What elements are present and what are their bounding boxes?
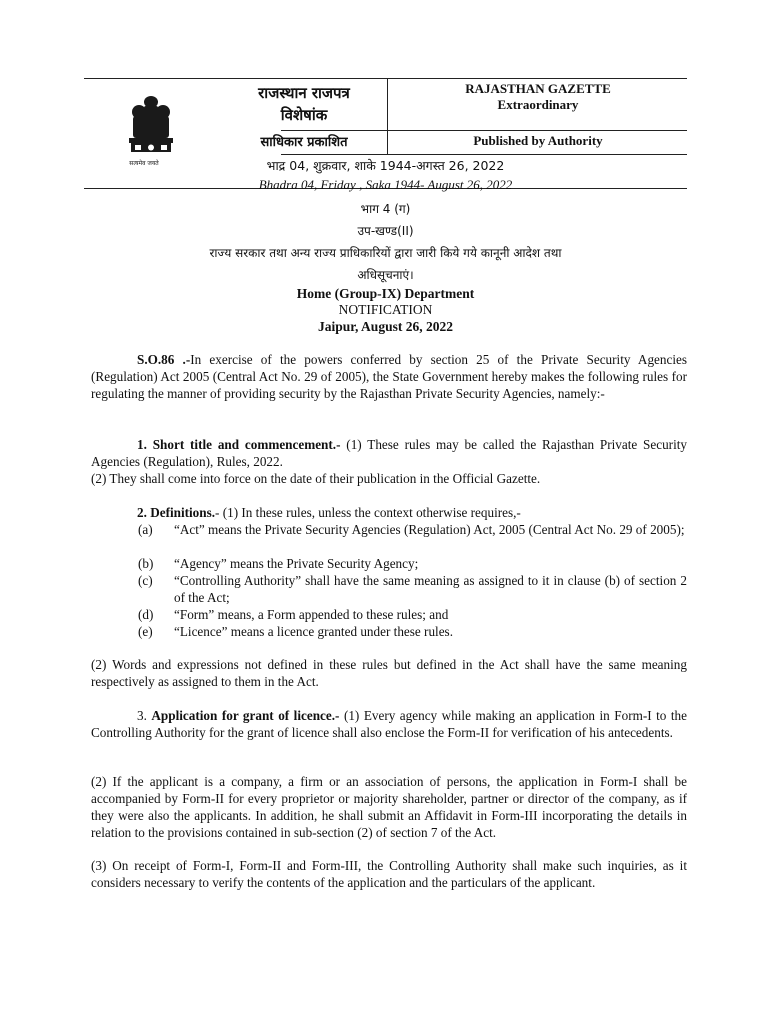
definition-label: (a)	[138, 522, 153, 537]
header-mid-rule	[387, 130, 687, 131]
rule1-paragraph	[91, 436, 687, 470]
definition-item	[91, 555, 687, 572]
definition-text: “Act” means the Private Security Agencies (Regulation) Act, 2005 (Central Act No. 29 of 2005);	[174, 522, 685, 537]
section-description-line2: अधिसूचनाएं।	[357, 268, 414, 282]
definition-label: (c)	[138, 573, 153, 588]
rule3-sub3: (3) On receipt of Form-I, Form-II and Form-III, the Controlling Authority shall make such inquiries, as it considers necessary to verify the contents of the application and the particulars of the applicant.	[91, 858, 687, 890]
definition-label: (b)	[138, 556, 154, 571]
definition-item	[91, 521, 687, 555]
rule2-heading: 2. Definitions.	[137, 505, 216, 520]
definition-text: “Agency” means the Private Security Agency;	[174, 556, 419, 571]
so-label: S.O.86 .-	[137, 352, 191, 367]
definition-label: (d)	[138, 607, 154, 622]
header-divider	[387, 78, 388, 154]
part-label: भाग 4 (ग)	[360, 202, 411, 216]
rule1-text: (1) These rules may be called the Rajasthan Private Security Agencies (Regulation), Rules, 2022.	[91, 437, 687, 469]
rule1-sub2: (2) They shall come into force on the date of their publication in the Official Gazette.	[91, 471, 541, 486]
so-text: In exercise of the powers conferred by section 25 of the Private Security Agencies (Regulation) Act 2005 (Central Act No. 29 of 2005), the State Government hereby makes the following rules for regulating the manner of providing security by the Rajasthan Private Security Agencies, namely:-	[91, 352, 687, 401]
place-date: Jaipur, August 26, 2022	[318, 319, 453, 334]
rule2-sub2: (2) Words and expressions not defined in these rules but defined in the Act shall have the same meaning respectively as assigned to them in the Act.	[91, 657, 687, 689]
hindi-title-line1: राजस्थान राजपत्र	[258, 84, 350, 102]
rule3-sub2: (2) If the applicant is a company, a firm or an association of persons, the application in Form-I shall be accompanied by Form-II for every proprietor or majority shareholder, partner or director of the company, as if they were also the applicants. In addition, he shall submit an Affidavit in Form-III incorporating the details in relation to the provisions contained in sub-section (2) of section 7 of the Act.	[91, 774, 687, 840]
definition-item	[91, 623, 687, 640]
emblem-caption: सत्यमेव जयते	[129, 160, 159, 167]
rule2-text: - (1) In these rules, unless the context otherwise requires,-	[215, 505, 521, 520]
english-gazette-title	[389, 81, 687, 113]
hindi-title-line2: विशेषांक	[280, 106, 328, 124]
english-title-line: RAJASTHAN GAZETTE	[465, 81, 611, 96]
definition-text: “Form” means, a Form appended to these rules; and	[174, 607, 449, 622]
definition-label: (e)	[138, 624, 153, 639]
rule3-paragraph	[91, 707, 687, 741]
rule3-number: 3.	[137, 708, 152, 723]
definition-text: “Licence” means a licence granted under these rules.	[174, 624, 453, 639]
english-subtitle-line: Extraordinary	[497, 97, 579, 112]
hindi-published-label: साधिकार प्रकाशित	[260, 135, 348, 150]
date-hindi: भाद्र 04, शुक्रवार, शाके 1944-अगस्त 26, 2022	[266, 158, 505, 173]
so-paragraph	[91, 351, 687, 402]
notification-heading: NOTIFICATION	[338, 302, 433, 317]
section-description-line1: राज्य सरकार तथा अन्य राज्य प्राधिकारियों द्वारा जारी किये गये कानूनी आदेश तथा	[209, 246, 562, 260]
department-heading: Home (Group-IX) Department	[296, 286, 475, 301]
rule2-paragraph	[91, 504, 687, 521]
header-cell-rule	[281, 154, 687, 155]
header-top-rule	[84, 78, 687, 79]
rule3-heading: Application for grant of licence.-	[151, 708, 340, 723]
subsection-label: उप-खण्ड(II)	[357, 224, 414, 238]
definition-item	[91, 606, 687, 623]
hindi-gazette-title	[224, 82, 384, 126]
definition-text: “Controlling Authority” shall have the same meaning as assigned to it in clause (b) of section 2 of the Act;	[174, 573, 687, 605]
rule3-text: (1) Every agency while making an application in Form-I to the Controlling Authority for the grant of licence shall also enclose the Form-II for verification of his antecedents.	[91, 708, 687, 740]
definition-item	[91, 572, 687, 606]
english-published-label: Published by Authority	[473, 133, 603, 148]
header-mid-rule-left	[281, 130, 387, 131]
rule1-heading: 1. Short title and commencement.-	[137, 437, 341, 452]
date-english: Bhadra 04, Friday , Saka 1944- August 26, 2022	[258, 177, 513, 192]
